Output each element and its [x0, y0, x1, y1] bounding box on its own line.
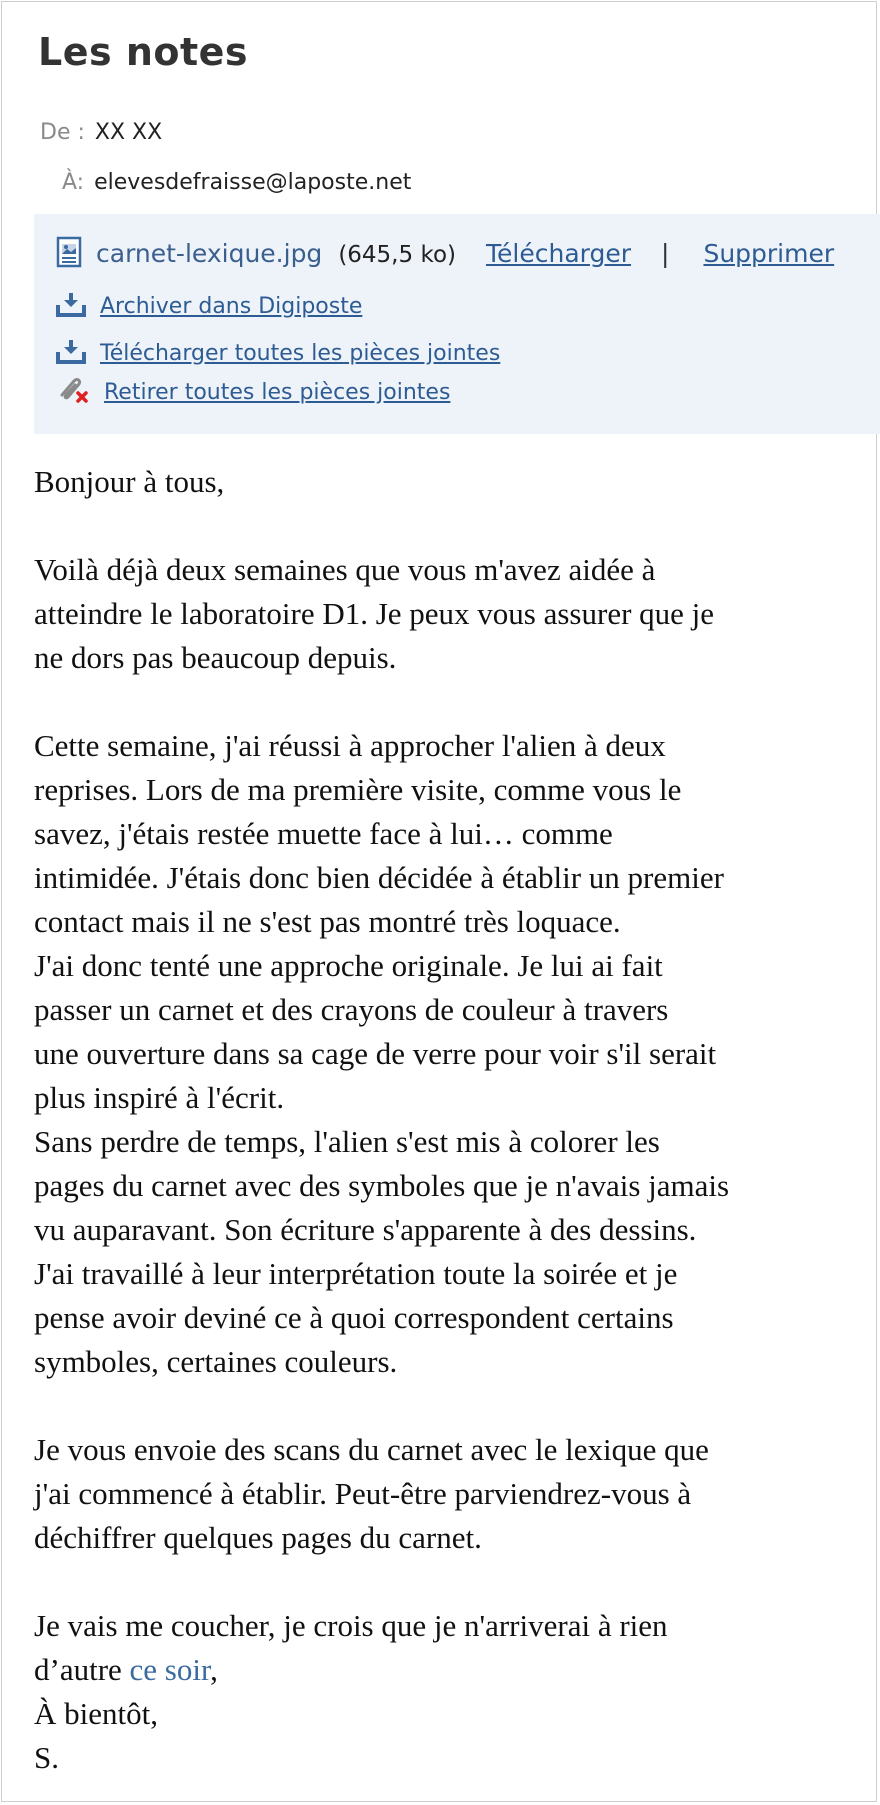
body-line: Voilà déjà deux semaines que vous m'avez aidée à [34, 552, 656, 587]
signature: S. [34, 1740, 59, 1775]
body-line: J'ai donc tenté une approche originale. Je lui ai fait [34, 948, 663, 983]
attachment-file-size: (645,5 ko) [338, 242, 456, 268]
from-label: De : [40, 120, 85, 145]
archive-row [56, 291, 362, 323]
body-line: symboles, certaines couleurs. [34, 1344, 398, 1379]
body-line: pense avoir deviné ce à quoi correspondent certains [34, 1300, 674, 1335]
body-line: Cette semaine, j'ai réussi à approcher l'alien à deux [34, 728, 666, 763]
attachment-row [56, 236, 834, 274]
link-separator: | [661, 239, 670, 268]
body-text: d’autre [34, 1652, 130, 1687]
greeting: Bonjour à tous, [34, 464, 225, 499]
body-line: Je vais me coucher, je crois que je n'arriverai à rien [34, 1608, 668, 1643]
remove-all-row [56, 375, 450, 411]
image-file-icon [56, 236, 82, 274]
body-line: une ouverture dans sa cage de verre pour voir s'il serait [34, 1036, 717, 1071]
paperclip-remove-icon [56, 375, 90, 411]
body-line: j'ai commencé à établir. Peut-être parviendrez-vous à [34, 1476, 692, 1511]
to-row [62, 170, 411, 195]
from-value[interactable]: XX XX [94, 120, 163, 145]
to-value[interactable]: elevesdefraisse@laposte.net [94, 170, 412, 195]
body-line: passer un carnet et des crayons de couleur à travers [34, 992, 669, 1027]
email-subject: Les notes [38, 30, 249, 74]
attachments-panel [34, 214, 880, 434]
body-line: contact mais il ne s'est pas montré très loquace. [34, 904, 621, 939]
body-line: ne dors pas beaucoup depuis. [34, 640, 397, 675]
body-line: J'ai travaillé à leur interprétation toute la soirée et je [34, 1256, 678, 1291]
body-line: atteindre le laboratoire D1. Je peux vous assurer que je [34, 596, 715, 631]
body-line: vu auparavant. Son écriture s'apparente à des dessins. [34, 1212, 697, 1247]
body-line [34, 1648, 854, 1692]
body-line: savez, j'étais restée muette face à lui… comme [34, 816, 613, 851]
body-line: Je vous envoie des scans du carnet avec le lexique que [34, 1432, 709, 1467]
body-line: déchiffrer quelques pages du carnet. [34, 1520, 482, 1555]
remove-all-link[interactable]: Retirer toutes les pièces jointes [104, 380, 451, 405]
body-line: plus inspiré à l'écrit. [34, 1080, 285, 1115]
download-tray-icon [56, 291, 86, 323]
delete-link[interactable]: Supprimer [703, 239, 835, 268]
from-row [40, 120, 162, 145]
archive-digiposte-link[interactable]: Archiver dans Digiposte [100, 294, 363, 319]
download-all-row [56, 338, 500, 370]
closing: À bientôt, [34, 1696, 158, 1731]
download-tray-icon [56, 338, 86, 370]
download-all-link[interactable]: Télécharger toutes les pièces jointes [100, 341, 501, 366]
body-text: , [210, 1652, 218, 1687]
email-window [1, 1, 877, 1802]
highlighted-text: ce soir [129, 1652, 211, 1687]
download-link[interactable]: Télécharger [486, 239, 632, 268]
body-line: intimidée. J'étais donc bien décidée à établir un premier [34, 860, 724, 895]
attachment-file-name[interactable]: carnet-lexique.jpg [96, 239, 323, 268]
body-line: reprises. Lors de ma première visite, comme vous le [34, 772, 682, 807]
email-body [34, 460, 854, 1780]
body-line: Sans perdre de temps, l'alien s'est mis à colorer les [34, 1124, 660, 1159]
to-label: À: [62, 170, 85, 195]
body-line: pages du carnet avec des symboles que je n'avais jamais [34, 1168, 730, 1203]
